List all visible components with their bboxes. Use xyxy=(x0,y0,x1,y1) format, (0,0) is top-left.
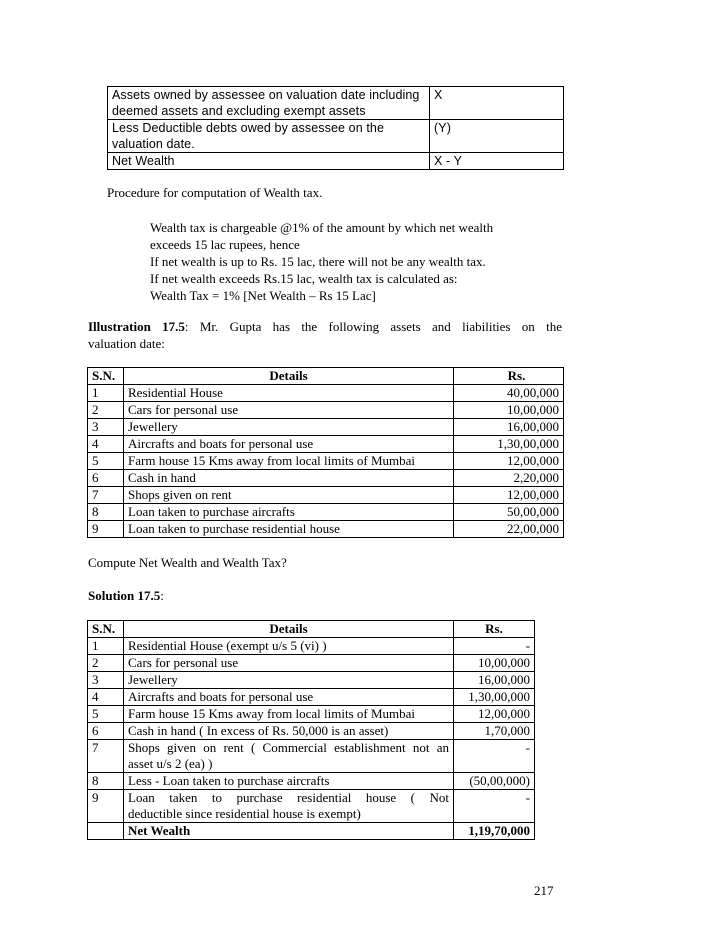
header-sn: S.N. xyxy=(88,621,124,638)
cell-sn-empty xyxy=(88,823,124,840)
label-line: valuation date. xyxy=(112,137,195,151)
illustration-label: Illustration 17.5 xyxy=(88,319,185,334)
table-row xyxy=(88,740,535,773)
header-sn: S.N. xyxy=(88,368,124,385)
table-row xyxy=(88,487,564,504)
header-details: Details xyxy=(124,368,454,385)
table-row xyxy=(88,706,535,723)
cell-amount: - xyxy=(454,790,535,823)
details-line: asset u/s 2 (ea) ) xyxy=(128,756,213,771)
assets-table xyxy=(87,367,564,538)
cell-amount: 10,00,000 xyxy=(454,402,564,419)
solution-label: Solution 17.5 xyxy=(88,588,161,603)
cell-amount: - xyxy=(454,740,535,773)
cell-sn: 6 xyxy=(88,723,124,740)
table-cell-label xyxy=(108,87,430,120)
cell-sn: 3 xyxy=(88,672,124,689)
cell-details: Shops given on rent xyxy=(124,487,454,504)
procedure-heading: Procedure for computation of Wealth tax. xyxy=(107,185,323,200)
cell-details: Cars for personal use xyxy=(124,655,454,672)
solution-table xyxy=(87,620,535,840)
table-cell-label xyxy=(108,120,430,153)
table-row xyxy=(88,773,535,790)
illustration-paragraph xyxy=(88,318,562,352)
table-cell-value: (Y) xyxy=(430,120,564,153)
table-cell-label: Net Wealth xyxy=(108,153,430,170)
cell-amount: 12,00,000 xyxy=(454,706,535,723)
cell-amount: 12,00,000 xyxy=(454,453,564,470)
table-row xyxy=(108,87,564,120)
table-row xyxy=(88,521,564,538)
table-header-row xyxy=(88,621,535,638)
cell-details: Cash in hand ( In excess of Rs. 50,000 is an asset) xyxy=(124,723,454,740)
illustration-text: valuation date: xyxy=(88,336,165,351)
table-row xyxy=(88,655,535,672)
header-amount: Rs. xyxy=(454,368,564,385)
cell-total-amount: 1,19,70,000 xyxy=(454,823,535,840)
question-text: Compute Net Wealth and Wealth Tax? xyxy=(88,555,287,570)
procedure-line: Wealth Tax = 1% [Net Wealth – Rs 15 Lac] xyxy=(150,288,376,303)
procedure-line: exceeds 15 lac rupees, hence xyxy=(150,237,300,252)
cell-details: Less - Loan taken to purchase aircrafts xyxy=(124,773,454,790)
cell-details: Loan taken to purchase aircrafts xyxy=(124,504,454,521)
cell-sn: 5 xyxy=(88,706,124,723)
cell-amount: 1,30,00,000 xyxy=(454,436,564,453)
table-row xyxy=(88,689,535,706)
table-total-row xyxy=(88,823,535,840)
label-line: Assets owned by assessee on valuation date including xyxy=(112,88,420,102)
cell-details: Jewellery xyxy=(124,419,454,436)
table-cell-value: X - Y xyxy=(430,153,564,170)
cell-sn: 1 xyxy=(88,638,124,655)
cell-amount: 1,30,00,000 xyxy=(454,689,535,706)
details-line: Shops given on rent ( Commercial establishment not an xyxy=(128,740,449,755)
solution-heading xyxy=(88,587,164,604)
cell-total-label: Net Wealth xyxy=(124,823,454,840)
table-row xyxy=(108,120,564,153)
cell-sn: 4 xyxy=(88,436,124,453)
cell-amount: 50,00,000 xyxy=(454,504,564,521)
details-line: deductible since residential house is exempt) xyxy=(128,806,361,821)
cell-sn: 4 xyxy=(88,689,124,706)
cell-details: Farm house 15 Kms away from local limits of Mumbai xyxy=(124,453,454,470)
cell-details xyxy=(124,740,454,773)
cell-amount: 1,70,000 xyxy=(454,723,535,740)
details-line: Loan taken to purchase residential house ( Not xyxy=(128,790,449,805)
label-line: deemed assets and excluding exempt assets xyxy=(112,104,366,118)
procedure-line: If net wealth is up to Rs. 15 lac, there will not be any wealth tax. xyxy=(150,254,486,269)
table-row xyxy=(88,672,535,689)
cell-amount: 22,00,000 xyxy=(454,521,564,538)
cell-sn: 8 xyxy=(88,504,124,521)
cell-details: Jewellery xyxy=(124,672,454,689)
cell-amount: 2,20,000 xyxy=(454,470,564,487)
solution-colon: : xyxy=(160,588,164,603)
table-row xyxy=(88,504,564,521)
page-number: 217 xyxy=(534,883,554,898)
cell-details: Aircrafts and boats for personal use xyxy=(124,436,454,453)
table-row xyxy=(88,402,564,419)
cell-amount: 16,00,000 xyxy=(454,672,535,689)
procedure-body xyxy=(150,219,493,304)
illustration-text: : Mr. Gupta has the following assets and liabilities on the xyxy=(184,319,563,334)
cell-details: Farm house 15 Kms away from local limits of Mumbai xyxy=(124,706,454,723)
table-row xyxy=(88,723,535,740)
net-wealth-definition-table xyxy=(107,86,564,170)
cell-details xyxy=(124,790,454,823)
cell-sn: 2 xyxy=(88,655,124,672)
cell-sn: 7 xyxy=(88,740,124,773)
table-row xyxy=(88,385,564,402)
cell-details: Aircrafts and boats for personal use xyxy=(124,689,454,706)
cell-amount: - xyxy=(454,638,535,655)
cell-details: Cash in hand xyxy=(124,470,454,487)
table-row xyxy=(88,419,564,436)
table-row xyxy=(88,453,564,470)
cell-sn: 9 xyxy=(88,521,124,538)
cell-amount: 12,00,000 xyxy=(454,487,564,504)
cell-details: Residential House (exempt u/s 5 (vi) ) xyxy=(124,638,454,655)
cell-sn: 8 xyxy=(88,773,124,790)
cell-sn: 9 xyxy=(88,790,124,823)
cell-sn: 7 xyxy=(88,487,124,504)
table-row xyxy=(108,153,564,170)
cell-details: Loan taken to purchase residential house xyxy=(124,521,454,538)
cell-sn: 3 xyxy=(88,419,124,436)
table-header-row xyxy=(88,368,564,385)
cell-sn: 6 xyxy=(88,470,124,487)
procedure-line: Wealth tax is chargeable @1% of the amount by which net wealth xyxy=(150,220,494,235)
cell-sn: 5 xyxy=(88,453,124,470)
cell-sn: 1 xyxy=(88,385,124,402)
table-row xyxy=(88,790,535,823)
table-row xyxy=(88,436,564,453)
cell-details: Residential House xyxy=(124,385,454,402)
procedure-line: If net wealth exceeds Rs.15 lac, wealth tax is calculated as: xyxy=(150,271,458,286)
cell-details: Cars for personal use xyxy=(124,402,454,419)
table-row xyxy=(88,638,535,655)
header-details: Details xyxy=(124,621,454,638)
table-row xyxy=(88,470,564,487)
cell-sn: 2 xyxy=(88,402,124,419)
label-line: Less Deductible debts owed by assessee on the xyxy=(112,121,385,135)
cell-amount: 16,00,000 xyxy=(454,419,564,436)
cell-amount: (50,00,000) xyxy=(454,773,535,790)
cell-amount: 40,00,000 xyxy=(454,385,564,402)
table-cell-value: X xyxy=(430,87,564,120)
header-amount: Rs. xyxy=(454,621,535,638)
cell-amount: 10,00,000 xyxy=(454,655,535,672)
